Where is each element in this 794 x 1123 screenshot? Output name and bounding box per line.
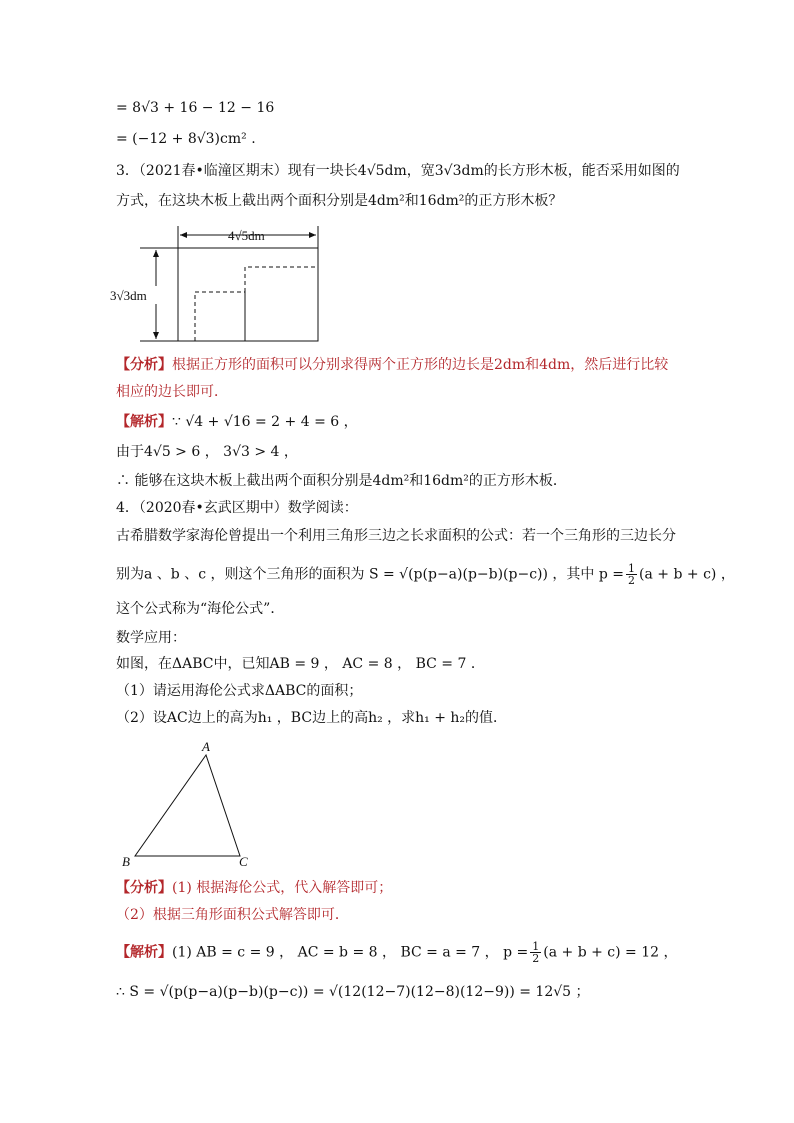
question-3-line-2: 方式，在这块木板上截出两个面积分别是4dm²和16dm²的正方形木板？ xyxy=(116,193,563,209)
calc-line-1: = 8√3 + 16 − 12 − 16 xyxy=(116,100,275,116)
triangle-abc xyxy=(135,755,240,856)
solution-4-line-1: 【解析】(1) AB = c = 9 ， AC = b = 8 ， BC = a = 7 ， p = $\frac{1}{2}$ (a + b + c) = 12 ， xyxy=(116,940,678,965)
question-4-line-4: 这个公式称为“海伦公式”． xyxy=(116,601,285,617)
analysis-3-line-1: 【分析】根据正方形的面积可以分别求得两个正方形的边长是2dm和4dm，然后进行比较 xyxy=(116,357,669,373)
solution-4-line-2: ∴ S = √(p(p−a)(p−b)(p−c)) = √(12(12−7)(12−8)(12−9)) = 12√5 ； xyxy=(116,984,590,1000)
analysis-3-line-2: 相应的边长即可． xyxy=(116,384,228,400)
question-4-line-8: （2）设AC边上的高为h₁ ，BC边上的高h₂ ，求h₁ + h₂的值． xyxy=(116,710,508,726)
question-4-line-5: 数学应用： xyxy=(116,630,186,646)
board-rect xyxy=(178,248,318,341)
triangle-figure xyxy=(118,738,268,870)
analysis-4-line-1: 【分析】(1) 根据海伦公式，代入解答即可； xyxy=(116,880,393,896)
solution-3-line-2: 由于4√5 > 6 ， 3√3 > 4 ， xyxy=(116,444,298,460)
board-figure xyxy=(110,224,330,346)
question-4-line-2: 古希腊数学家海伦曾提出一个利用三角形三边之长求面积的公式：若一个三角形的三边长分 xyxy=(116,528,676,544)
analysis-tag: 【分析】 xyxy=(116,880,172,896)
analysis-tag: 【分析】 xyxy=(116,357,172,373)
small-square-dashed xyxy=(195,292,245,341)
question-3-line-1: 3．（2021春•临潼区期末）现有一块长4√5dm，宽3√3dm的长方形木板，能否采用如图的 xyxy=(116,163,680,179)
analysis-4-line-2: （2）根据三角形面积公式解答即可． xyxy=(116,907,349,923)
solution-3-line-1: 【解析】∵ √4 + √16 = 2 + 4 = 6 ， xyxy=(116,414,358,430)
question-4-line-1: 4．（2020春•玄武区期中）数学阅读： xyxy=(116,500,358,516)
width-label: 4√5dm xyxy=(228,228,265,243)
solution-3-line-3: ∴ 能够在这块木板上截出两个面积分别是4dm²和16dm²的正方形木板． xyxy=(116,473,567,489)
question-4-line-7: （1）请运用海伦公式求ΔABC的面积； xyxy=(116,683,363,699)
vertex-label-a: A xyxy=(202,739,210,754)
calc-line-2: = (−12 + 8√3)cm² . xyxy=(116,131,256,147)
height-label: 3√3dm xyxy=(110,288,147,303)
question-4-line-3: 别为a 、b 、c ，则这个三角形的面积为 S = √(p(p−a)(p−b)(p−c)) ，其中 p = $\frac{1}{2}$ (a + b + c) ， xyxy=(116,562,735,587)
vertex-label-b: B xyxy=(122,854,130,869)
solution-tag: 【解析】 xyxy=(116,944,172,961)
fraction-half: $\frac{1}{2}$ xyxy=(532,940,540,965)
solution-tag: 【解析】 xyxy=(116,414,172,430)
question-4-line-6: 如图，在ΔABC中，已知AB = 9 ， AC = 8 ， BC = 7 ． xyxy=(116,656,485,672)
large-square-dashed xyxy=(245,267,318,341)
vertex-label-c: C xyxy=(239,854,248,869)
fraction-half: $\frac{1}{2}$ xyxy=(628,562,636,587)
